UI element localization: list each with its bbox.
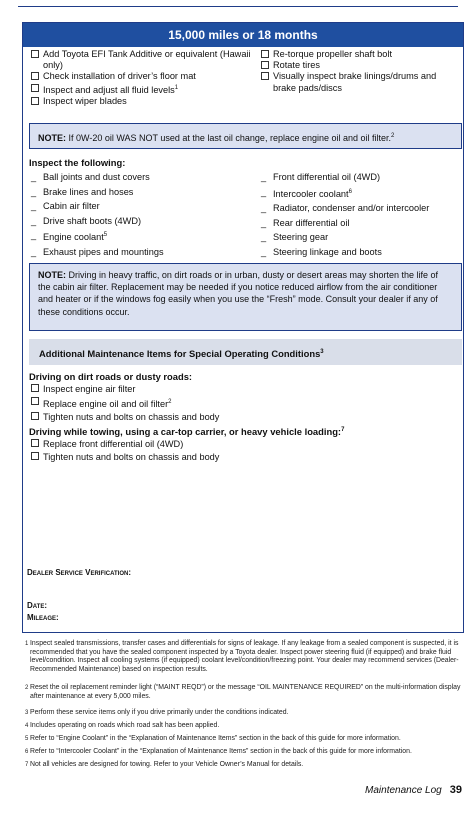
checkbox[interactable] (261, 61, 269, 69)
top-rule (18, 6, 458, 7)
checklist-left (29, 49, 253, 107)
note-cabin-filter: NOTE: Driving in heavy traffic, on dirt roads or in urban, dusty or desert areas may shorten the life of the cabin air filter. Replacement may be needed if you notice reduced airflow from the air conditioner and heater or if the windows fog easily when you use the “Fresh” mode. Consult your dealer if any of these conditions occur. (29, 263, 462, 331)
checkbox[interactable] (31, 412, 39, 420)
footnote: 6 Refer to “Intercooler Coolant” in the “Explanation of Maintenance Items” section in the back of this guide for more information. (25, 748, 412, 755)
towing-heading: Driving while towing, using a car-top carrier, or heavy vehicle loading:$^7$ (29, 426, 345, 438)
checklist-item[interactable]: Visually inspect brake linings/drums and brake pads/discs (259, 71, 459, 93)
checkbox[interactable] (31, 384, 39, 392)
footnote: 4 Includes operating on roads which road salt has been applied. (25, 722, 220, 729)
footnote: 3 Perform these service items only if you drive primarily under the conditions indicated. (25, 709, 289, 716)
inspect-item[interactable]: _ Steering gear (261, 232, 329, 243)
checkbox[interactable] (31, 84, 39, 92)
inspect-right (259, 170, 463, 260)
checklist-item[interactable]: Inspect wiper blades (29, 96, 253, 107)
footnote: 5 Refer to “Engine Coolant” in the “Explanation of Maintenance Items” section in the back of this guide for more information. (25, 735, 401, 742)
footnote: 7 Not all vehicles are designed for towing. Refer to your Vehicle Owner’s Manual for details. (25, 761, 304, 768)
mileage-label: Mileage: (27, 613, 59, 622)
note-oil: NOTE: If 0W-20 oil WAS NOT used at the last oil change, replace engine oil and oil filter.$^2$ (29, 123, 462, 149)
checkbox[interactable] (31, 439, 39, 447)
checklist-right (259, 49, 459, 94)
inspect-item[interactable]: _ Drive shaft boots (4WD) (31, 215, 142, 226)
inspect-item[interactable]: _ Intercooler coolant$^6$ (261, 186, 352, 199)
checkbox[interactable] (261, 72, 269, 80)
checklist-item[interactable]: Rotate tires (259, 60, 459, 71)
checkbox[interactable] (261, 50, 269, 58)
inspect-item[interactable]: _ Ball joints and dust covers (31, 172, 150, 182)
inspect-item[interactable]: _ Steering linkage and boots (261, 247, 382, 258)
checklist-item[interactable]: Tighten nuts and bolts on chassis and body (29, 451, 459, 464)
inspect-item[interactable]: _ Radiator, condenser and/or intercooler (261, 203, 430, 214)
checkbox[interactable] (31, 452, 39, 460)
footnote-ref: 1 (174, 84, 179, 91)
dirt-roads-section (29, 371, 459, 464)
inspect-item[interactable]: _ Engine coolant$^5$ (31, 230, 108, 243)
page-number: 39 (449, 784, 462, 796)
checklist-item[interactable]: Add Toyota EFI Tank Additive or equivalent (Hawaii only) (29, 49, 253, 71)
checklist-item[interactable]: Replace engine oil and oil filter$^2$ (29, 396, 459, 411)
checkbox[interactable] (31, 50, 39, 58)
inspect-item[interactable]: _ Cabin air filter (31, 201, 100, 212)
checkbox[interactable] (31, 97, 39, 105)
dealer-verification-label: Dealer Service Verification: (27, 568, 132, 577)
inspect-item[interactable]: _ Front differential oil (4WD) (261, 172, 381, 182)
inspect-item[interactable]: _ Rear differential oil (261, 217, 350, 228)
page-footer: Maintenance Log 39 (365, 784, 462, 796)
checkbox[interactable] (31, 397, 39, 405)
inspect-item[interactable]: _ Brake lines and hoses (31, 186, 134, 197)
checkbox[interactable] (31, 72, 39, 80)
checklist-item[interactable]: Inspect engine air filter (29, 383, 459, 396)
checklist-item[interactable]: Check installation of driver’s floor mat (29, 71, 253, 82)
footnote: 1 Inspect sealed transmissions, transfer cases and differentials for signs of leakage. If any leakage from a sealed component is suspected, it is recommended that you have the sealed component inspected by a Toyota dealer. Inspect power steering fluid (if equipped) and brake fluid level/condition. Inspect all cooling systems (if equipped) coolant level/condition/freezing point. Your dealer may recommend services (Dealer-Recommended Maintenance) based on inspection results. (25, 640, 459, 673)
inspect-heading: Inspect the following: (29, 157, 126, 168)
checklist-item[interactable]: Replace front differential oil (4WD) (29, 438, 459, 451)
additional-items-band: Additional Maintenance Items for Special Operating Conditions$^3$ (29, 339, 462, 365)
dirt-heading: Driving on dirt roads or dusty roads: (29, 371, 193, 382)
checklist-item[interactable]: Tighten nuts and bolts on chassis and body (29, 411, 459, 424)
inspect-item[interactable]: _ Exhaust pipes and mountings (31, 247, 164, 258)
maintenance-card (22, 22, 464, 633)
interval-header: 15,000 miles or 18 months (23, 23, 463, 47)
checklist-item[interactable]: Inspect and adjust all fluid levels$^1$ (29, 83, 253, 96)
checklist-item[interactable]: Re-torque propeller shaft bolt (259, 49, 459, 60)
date-label: Date: (27, 601, 47, 610)
footnote: 2 Reset the oil replacement reminder light (“MAINT REQD”) or the message “OIL MAINTENANCE REQUIRED” on the multi-information display after maintenance at every 5,000 miles. (25, 684, 461, 700)
inspect-left (29, 170, 253, 260)
